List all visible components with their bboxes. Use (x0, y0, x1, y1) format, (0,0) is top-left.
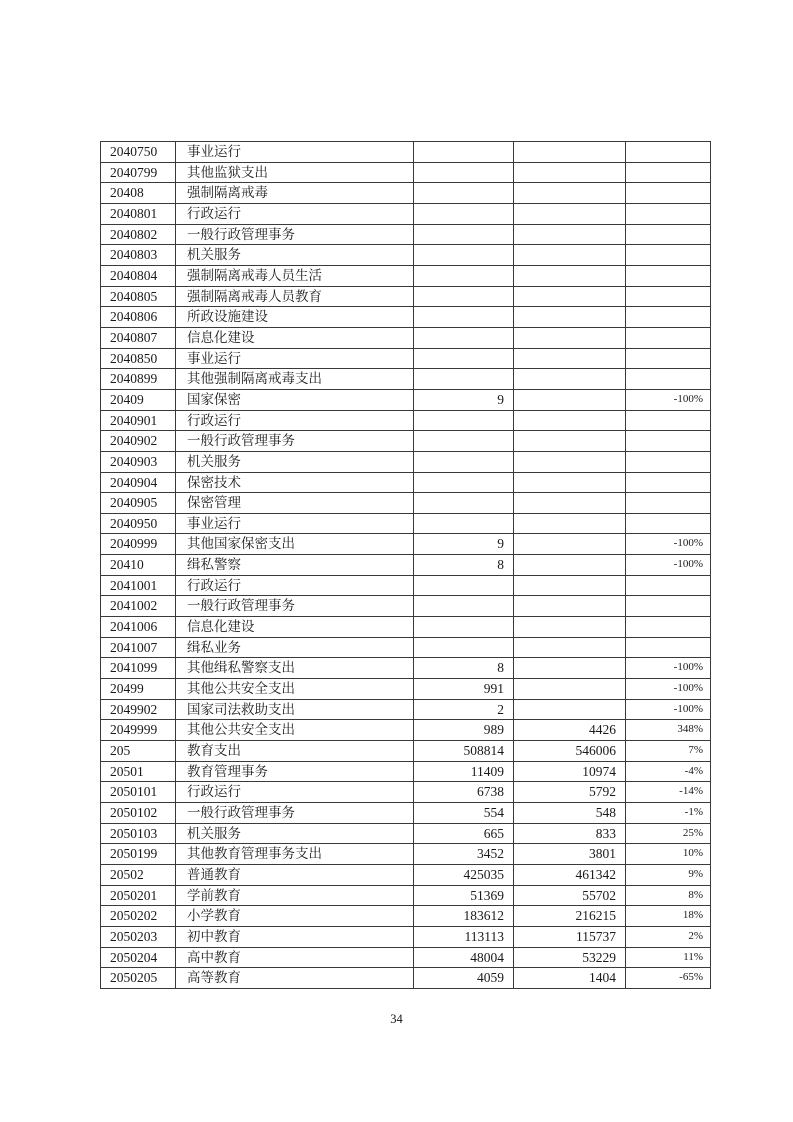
budget-label-cell: 学前教育 (176, 885, 414, 906)
table-row (101, 637, 711, 658)
budget-label-cell: 事业运行 (176, 348, 414, 369)
amount-column-1-cell (414, 142, 514, 163)
amount-column-1-cell (414, 327, 514, 348)
change-percent-cell: -100% (626, 534, 711, 555)
amount-column-2-cell (514, 493, 626, 514)
amount-column-2-cell (514, 389, 626, 410)
change-percent-cell: -65% (626, 968, 711, 989)
amount-column-1-cell: 4059 (414, 968, 514, 989)
table-row (101, 451, 711, 472)
budget-label-cell: 事业运行 (176, 513, 414, 534)
change-percent-cell: 7% (626, 741, 711, 762)
budget-label-cell: 一般行政管理事务 (176, 431, 414, 452)
amount-column-2-cell (514, 162, 626, 183)
table-row (101, 245, 711, 266)
budget-code-cell: 2040807 (101, 327, 176, 348)
table-row (101, 555, 711, 576)
amount-column-2-cell (514, 575, 626, 596)
amount-column-2-cell (514, 410, 626, 431)
budget-table (100, 141, 711, 989)
amount-column-2-cell: 546006 (514, 741, 626, 762)
budget-code-cell: 2040902 (101, 431, 176, 452)
change-percent-cell (626, 245, 711, 266)
change-percent-cell (626, 327, 711, 348)
change-percent-cell: -100% (626, 658, 711, 679)
change-percent-cell (626, 410, 711, 431)
budget-label-cell: 初中教育 (176, 926, 414, 947)
amount-column-1-cell (414, 183, 514, 204)
amount-column-1-cell: 665 (414, 823, 514, 844)
amount-column-1-cell (414, 265, 514, 286)
change-percent-cell (626, 369, 711, 390)
table-row (101, 761, 711, 782)
amount-column-2-cell: 1404 (514, 968, 626, 989)
change-percent-cell (626, 493, 711, 514)
amount-column-2-cell (514, 617, 626, 638)
budget-label-cell: 信息化建设 (176, 327, 414, 348)
budget-code-cell: 2041007 (101, 637, 176, 658)
budget-label-cell: 一般行政管理事务 (176, 596, 414, 617)
budget-label-cell: 一般行政管理事务 (176, 803, 414, 824)
budget-label-cell: 国家司法救助支出 (176, 699, 414, 720)
table-row (101, 348, 711, 369)
table-row (101, 844, 711, 865)
change-percent-cell (626, 142, 711, 163)
budget-label-cell: 其他国家保密支出 (176, 534, 414, 555)
budget-label-cell: 教育管理事务 (176, 761, 414, 782)
budget-label-cell: 缉私业务 (176, 637, 414, 658)
budget-label-cell: 强制隔离戒毒人员生活 (176, 265, 414, 286)
table-row (101, 327, 711, 348)
budget-code-cell: 2040901 (101, 410, 176, 431)
amount-column-2-cell (514, 348, 626, 369)
amount-column-1-cell (414, 224, 514, 245)
budget-label-cell: 其他教育管理事务支出 (176, 844, 414, 865)
amount-column-2-cell: 55702 (514, 885, 626, 906)
budget-label-cell: 高等教育 (176, 968, 414, 989)
change-percent-cell (626, 265, 711, 286)
budget-code-cell: 2050205 (101, 968, 176, 989)
change-percent-cell (626, 637, 711, 658)
amount-column-1-cell (414, 369, 514, 390)
change-percent-cell: 348% (626, 720, 711, 741)
budget-code-cell: 2041001 (101, 575, 176, 596)
table-row (101, 286, 711, 307)
amount-column-2-cell (514, 513, 626, 534)
budget-code-cell: 2041099 (101, 658, 176, 679)
budget-label-cell: 机关服务 (176, 451, 414, 472)
budget-code-cell: 2040950 (101, 513, 176, 534)
amount-column-2-cell: 3801 (514, 844, 626, 865)
budget-code-cell: 20410 (101, 555, 176, 576)
budget-code-cell: 20408 (101, 183, 176, 204)
change-percent-cell (626, 431, 711, 452)
table-row (101, 265, 711, 286)
amount-column-1-cell: 8 (414, 555, 514, 576)
amount-column-1-cell: 554 (414, 803, 514, 824)
amount-column-2-cell: 53229 (514, 947, 626, 968)
budget-label-cell: 国家保密 (176, 389, 414, 410)
amount-column-2-cell: 115737 (514, 926, 626, 947)
budget-code-cell: 2040999 (101, 534, 176, 555)
table-row (101, 203, 711, 224)
amount-column-2-cell (514, 431, 626, 452)
budget-label-cell: 保密技术 (176, 472, 414, 493)
amount-column-1-cell: 2 (414, 699, 514, 720)
budget-label-cell: 强制隔离戒毒人员教育 (176, 286, 414, 307)
table-row (101, 472, 711, 493)
amount-column-2-cell (514, 699, 626, 720)
amount-column-1-cell (414, 617, 514, 638)
table-row (101, 658, 711, 679)
budget-code-cell: 2040806 (101, 307, 176, 328)
budget-code-cell: 2040903 (101, 451, 176, 472)
change-percent-cell: 9% (626, 864, 711, 885)
change-percent-cell: 10% (626, 844, 711, 865)
table-row (101, 926, 711, 947)
budget-code-cell: 2040799 (101, 162, 176, 183)
budget-label-cell: 其他公共安全支出 (176, 679, 414, 700)
amount-column-1-cell: 6738 (414, 782, 514, 803)
table-row (101, 596, 711, 617)
table-row (101, 183, 711, 204)
budget-code-cell: 2049902 (101, 699, 176, 720)
amount-column-2-cell (514, 596, 626, 617)
page-number: 34 (390, 1012, 403, 1026)
change-percent-cell (626, 617, 711, 638)
budget-label-cell: 一般行政管理事务 (176, 224, 414, 245)
change-percent-cell (626, 224, 711, 245)
change-percent-cell: 2% (626, 926, 711, 947)
amount-column-2-cell (514, 142, 626, 163)
change-percent-cell (626, 203, 711, 224)
budget-label-cell: 行政运行 (176, 203, 414, 224)
budget-code-cell: 2040750 (101, 142, 176, 163)
amount-column-1-cell: 9 (414, 534, 514, 555)
amount-column-1-cell (414, 637, 514, 658)
budget-label-cell: 其他监狱支出 (176, 162, 414, 183)
table-row (101, 389, 711, 410)
amount-column-1-cell (414, 596, 514, 617)
budget-table-body (101, 142, 711, 989)
amount-column-2-cell (514, 637, 626, 658)
amount-column-2-cell (514, 224, 626, 245)
change-percent-cell (626, 307, 711, 328)
amount-column-2-cell (514, 658, 626, 679)
amount-column-1-cell (414, 162, 514, 183)
change-percent-cell: -100% (626, 699, 711, 720)
change-percent-cell (626, 286, 711, 307)
amount-column-2-cell (514, 555, 626, 576)
amount-column-1-cell: 48004 (414, 947, 514, 968)
budget-code-cell: 2050201 (101, 885, 176, 906)
change-percent-cell (626, 513, 711, 534)
change-percent-cell: 18% (626, 906, 711, 927)
budget-code-cell: 2040850 (101, 348, 176, 369)
amount-column-1-cell (414, 348, 514, 369)
table-row (101, 493, 711, 514)
change-percent-cell: 11% (626, 947, 711, 968)
table-row (101, 679, 711, 700)
change-percent-cell (626, 348, 711, 369)
table-row (101, 803, 711, 824)
budget-code-cell: 205 (101, 741, 176, 762)
change-percent-cell: -1% (626, 803, 711, 824)
amount-column-2-cell (514, 679, 626, 700)
amount-column-1-cell: 425035 (414, 864, 514, 885)
table-row (101, 410, 711, 431)
budget-label-cell: 高中教育 (176, 947, 414, 968)
amount-column-1-cell (414, 410, 514, 431)
budget-label-cell: 其他公共安全支出 (176, 720, 414, 741)
amount-column-2-cell (514, 203, 626, 224)
amount-column-1-cell (414, 575, 514, 596)
budget-code-cell: 2040803 (101, 245, 176, 266)
budget-code-cell: 2050103 (101, 823, 176, 844)
amount-column-1-cell (414, 431, 514, 452)
table-row (101, 968, 711, 989)
table-row (101, 575, 711, 596)
table-row (101, 431, 711, 452)
budget-code-cell: 2050204 (101, 947, 176, 968)
amount-column-1-cell: 51369 (414, 885, 514, 906)
table-row (101, 513, 711, 534)
budget-code-cell: 2050199 (101, 844, 176, 865)
amount-column-2-cell (514, 286, 626, 307)
amount-column-1-cell: 991 (414, 679, 514, 700)
change-percent-cell: -100% (626, 555, 711, 576)
budget-code-cell: 20499 (101, 679, 176, 700)
amount-column-1-cell (414, 245, 514, 266)
budget-code-cell: 2050202 (101, 906, 176, 927)
budget-label-cell: 行政运行 (176, 575, 414, 596)
amount-column-1-cell (414, 286, 514, 307)
table-row (101, 906, 711, 927)
budget-code-cell: 2041006 (101, 617, 176, 638)
change-percent-cell (626, 183, 711, 204)
amount-column-1-cell: 183612 (414, 906, 514, 927)
change-percent-cell: 25% (626, 823, 711, 844)
budget-code-cell: 2049999 (101, 720, 176, 741)
budget-label-cell: 信息化建设 (176, 617, 414, 638)
budget-code-cell: 2041002 (101, 596, 176, 617)
budget-code-cell: 2040805 (101, 286, 176, 307)
table-row (101, 369, 711, 390)
amount-column-2-cell (514, 307, 626, 328)
table-row (101, 224, 711, 245)
amount-column-2-cell (514, 245, 626, 266)
amount-column-2-cell (514, 451, 626, 472)
change-percent-cell: -100% (626, 679, 711, 700)
change-percent-cell (626, 162, 711, 183)
table-row (101, 142, 711, 163)
budget-label-cell: 所政设施建设 (176, 307, 414, 328)
change-percent-cell: -14% (626, 782, 711, 803)
budget-label-cell: 强制隔离戒毒 (176, 183, 414, 204)
table-row (101, 741, 711, 762)
budget-code-cell: 2040801 (101, 203, 176, 224)
amount-column-2-cell (514, 369, 626, 390)
amount-column-2-cell (514, 265, 626, 286)
table-row (101, 947, 711, 968)
budget-label-cell: 教育支出 (176, 741, 414, 762)
table-row (101, 699, 711, 720)
budget-code-cell: 20501 (101, 761, 176, 782)
amount-column-2-cell (514, 183, 626, 204)
budget-code-cell: 2040899 (101, 369, 176, 390)
change-percent-cell (626, 575, 711, 596)
budget-code-cell: 2050101 (101, 782, 176, 803)
budget-code-cell: 2050203 (101, 926, 176, 947)
amount-column-1-cell (414, 307, 514, 328)
budget-code-cell: 2050102 (101, 803, 176, 824)
table-row (101, 162, 711, 183)
budget-label-cell: 保密管理 (176, 493, 414, 514)
table-row (101, 534, 711, 555)
table-row (101, 782, 711, 803)
change-percent-cell: 8% (626, 885, 711, 906)
amount-column-2-cell: 216215 (514, 906, 626, 927)
change-percent-cell: -100% (626, 389, 711, 410)
budget-label-cell: 机关服务 (176, 245, 414, 266)
budget-code-cell: 2040802 (101, 224, 176, 245)
change-percent-cell (626, 451, 711, 472)
change-percent-cell (626, 596, 711, 617)
amount-column-2-cell: 833 (514, 823, 626, 844)
amount-column-1-cell: 113113 (414, 926, 514, 947)
budget-label-cell: 缉私警察 (176, 555, 414, 576)
table-row (101, 617, 711, 638)
budget-code-cell: 2040904 (101, 472, 176, 493)
budget-code-cell: 2040905 (101, 493, 176, 514)
budget-label-cell: 普通教育 (176, 864, 414, 885)
amount-column-1-cell (414, 513, 514, 534)
budget-code-cell: 20502 (101, 864, 176, 885)
budget-code-cell: 20409 (101, 389, 176, 410)
amount-column-1-cell: 8 (414, 658, 514, 679)
amount-column-2-cell: 461342 (514, 864, 626, 885)
budget-label-cell: 小学教育 (176, 906, 414, 927)
amount-column-1-cell: 3452 (414, 844, 514, 865)
amount-column-2-cell (514, 472, 626, 493)
table-row (101, 307, 711, 328)
amount-column-1-cell: 508814 (414, 741, 514, 762)
amount-column-1-cell (414, 451, 514, 472)
budget-label-cell: 行政运行 (176, 410, 414, 431)
change-percent-cell: -4% (626, 761, 711, 782)
budget-label-cell: 其他缉私警察支出 (176, 658, 414, 679)
amount-column-2-cell: 548 (514, 803, 626, 824)
budget-label-cell: 机关服务 (176, 823, 414, 844)
amount-column-1-cell: 989 (414, 720, 514, 741)
table-row (101, 885, 711, 906)
amount-column-2-cell: 10974 (514, 761, 626, 782)
budget-label-cell: 行政运行 (176, 782, 414, 803)
amount-column-1-cell: 11409 (414, 761, 514, 782)
amount-column-1-cell (414, 472, 514, 493)
amount-column-2-cell (514, 327, 626, 348)
amount-column-1-cell (414, 493, 514, 514)
table-row (101, 823, 711, 844)
amount-column-2-cell: 5792 (514, 782, 626, 803)
amount-column-1-cell (414, 203, 514, 224)
budget-code-cell: 2040804 (101, 265, 176, 286)
amount-column-1-cell: 9 (414, 389, 514, 410)
amount-column-2-cell (514, 534, 626, 555)
table-row (101, 720, 711, 741)
budget-label-cell: 其他强制隔离戒毒支出 (176, 369, 414, 390)
budget-label-cell: 事业运行 (176, 142, 414, 163)
change-percent-cell (626, 472, 711, 493)
table-row (101, 864, 711, 885)
amount-column-2-cell: 4426 (514, 720, 626, 741)
